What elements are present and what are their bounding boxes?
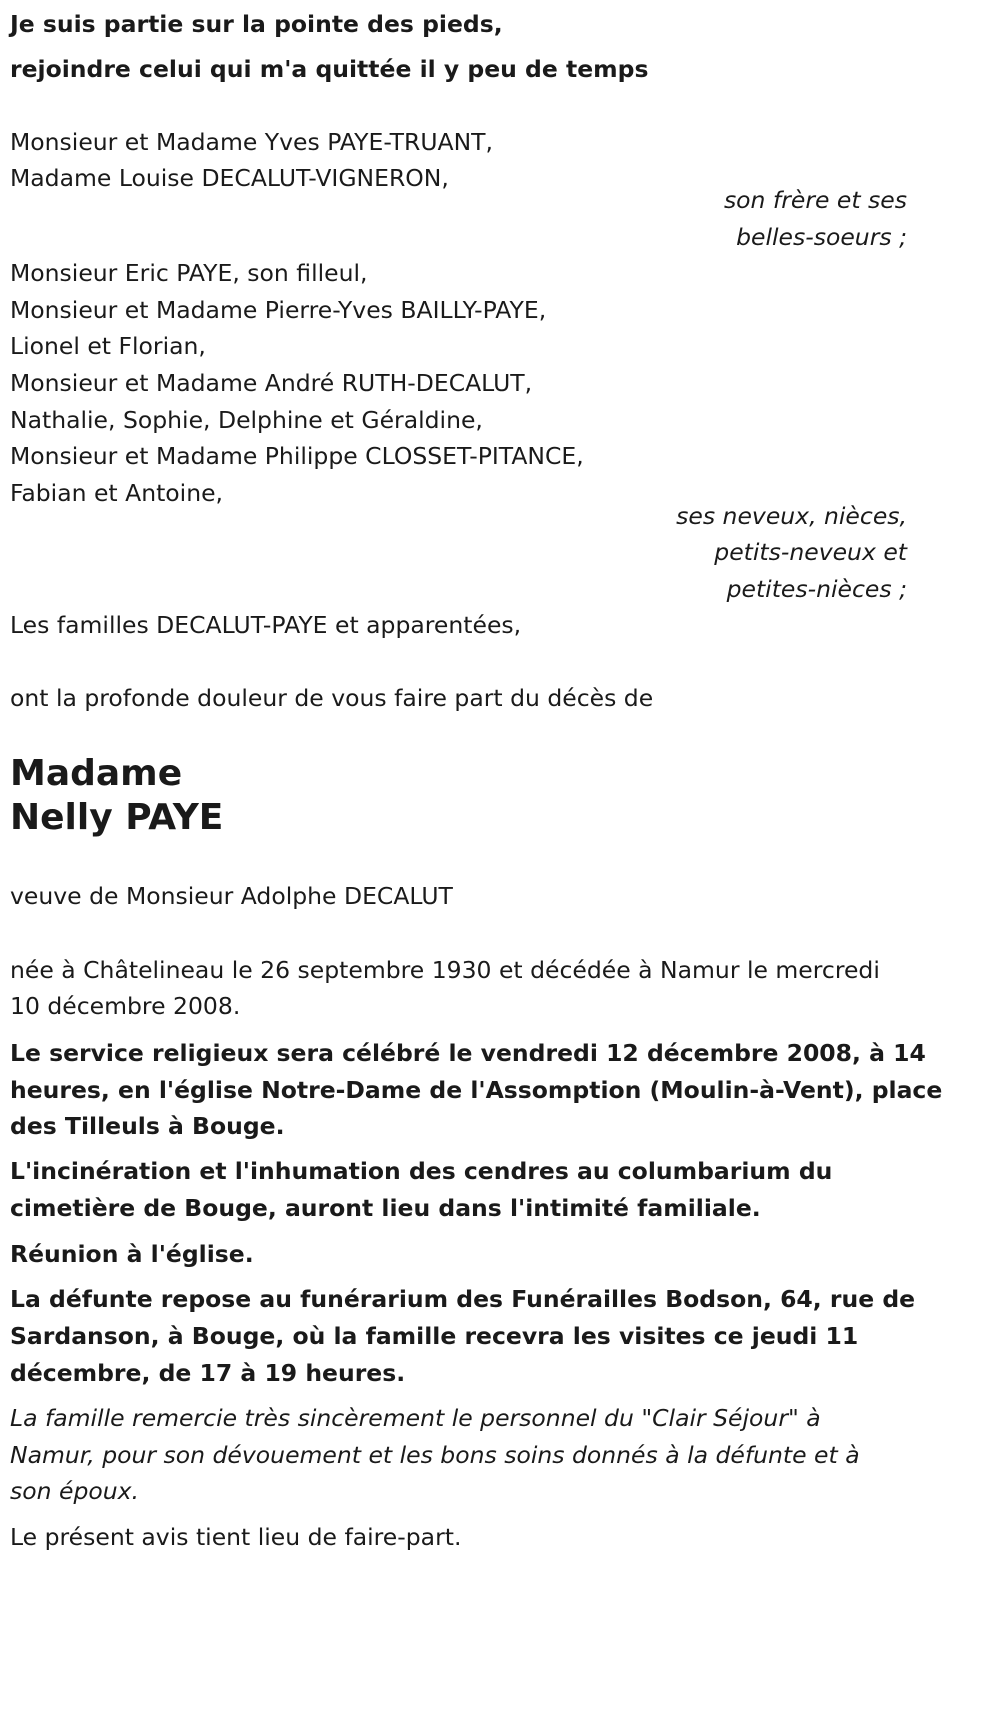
thanks-line: Namur, pour son dévouement et les bons soins donnés à la défunte et à — [10, 1441, 860, 1469]
family-name-line: Monsieur et Madame Pierre-Yves BAILLY-PAYE, — [10, 296, 547, 324]
epigraph-line-2: rejoindre celui qui m'a quittée il y peu de temps — [10, 55, 649, 83]
families-line: Les familles DECALUT-PAYE et apparentées, — [10, 611, 522, 639]
family-name-line: Madame Louise DECALUT-VIGNERON, — [10, 164, 449, 192]
thanks-line: son époux. — [10, 1477, 140, 1505]
deceased-title: Madame — [10, 753, 183, 794]
deceased-name: Nelly PAYE — [10, 797, 224, 838]
repose-line: décembre, de 17 à 19 heures. — [10, 1359, 406, 1387]
relation-line: belles-soeurs ; — [736, 223, 907, 251]
relation-line: ses neveux, nièces, — [676, 502, 907, 530]
service-line: heures, en l'église Notre-Dame de l'Assomption (Moulin-à-Vent), place — [10, 1076, 943, 1104]
repose-line: La défunte repose au funérarium des Funérailles Bodson, 64, rue de — [10, 1285, 916, 1313]
repose-line: Sardanson, à Bouge, où la famille recevra les visites ce jeudi 11 — [10, 1322, 859, 1350]
relation-line: petites-nièces ; — [726, 575, 907, 603]
epigraph-line-1: Je suis partie sur la pointe des pieds, — [10, 10, 503, 38]
announcement-text: ont la profonde douleur de vous faire part du décès de — [10, 684, 654, 712]
closing-text: Le présent avis tient lieu de faire-part. — [10, 1523, 462, 1551]
family-name-line: Fabian et Antoine, — [10, 479, 224, 507]
birth-death-line: 10 décembre 2008. — [10, 992, 241, 1020]
cremation-line: L'incinération et l'inhumation des cendres au columbarium du — [10, 1157, 833, 1185]
family-name-line: Lionel et Florian, — [10, 332, 206, 360]
birth-death-line: née à Châtelineau le 26 septembre 1930 et décédée à Namur le mercredi — [10, 956, 880, 984]
family-name-line: Monsieur et Madame Philippe CLOSSET-PITANCE, — [10, 442, 584, 470]
relation-line: petits-neveux et — [714, 538, 907, 566]
family-name-line: Monsieur Eric PAYE, son filleul, — [10, 259, 368, 287]
thanks-line: La famille remercie très sincèrement le personnel du "Clair Séjour" à — [10, 1404, 821, 1432]
family-name-line: Monsieur et Madame André RUTH-DECALUT, — [10, 369, 533, 397]
reunion-text: Réunion à l'église. — [10, 1240, 254, 1268]
family-name-line: Monsieur et Madame Yves PAYE-TRUANT, — [10, 128, 494, 156]
service-line: Le service religieux sera célébré le vendredi 12 décembre 2008, à 14 — [10, 1039, 926, 1067]
family-name-line: Nathalie, Sophie, Delphine et Géraldine, — [10, 406, 483, 434]
service-line: des Tilleuls à Bouge. — [10, 1112, 285, 1140]
relation-line: son frère et ses — [723, 186, 907, 214]
widow-of-text: veuve de Monsieur Adolphe DECALUT — [10, 882, 453, 910]
cremation-line: cimetière de Bouge, auront lieu dans l'intimité familiale. — [10, 1194, 761, 1222]
